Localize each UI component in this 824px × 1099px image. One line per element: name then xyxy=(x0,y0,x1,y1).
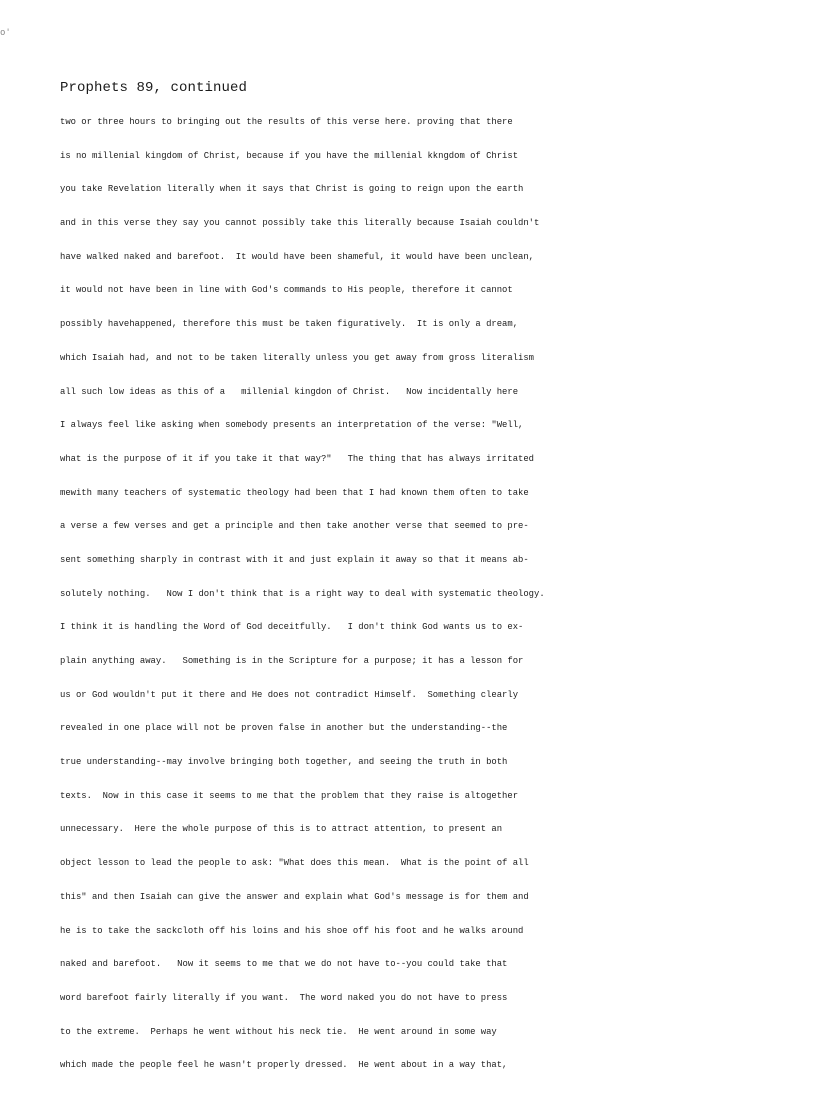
text-line: solutely nothing. Now I don't think that is a right way to deal with systematic theology. xyxy=(60,588,545,599)
text-line: plain anything away. Something is in the Scripture for a purpose; it has a lesson for xyxy=(60,656,524,666)
body-text xyxy=(60,112,824,1089)
text-line: mewith many teachers of systematic theology had been that I had known them often to take xyxy=(60,487,529,498)
text-line: to the extreme. Perhaps he went without his neck tie. He went around in some way xyxy=(60,1026,497,1037)
text-line: naked and barefoot. Now it seems to me that we do not have to--you could take that xyxy=(60,959,508,970)
page-header: Prophets 89, continued xyxy=(60,80,248,96)
text-line: and in this verse they say you cannot possibly take this literally because Isaiah couldn't xyxy=(60,218,540,229)
text-line: revealed in one place will not be proven false in another but the understanding--the xyxy=(60,723,508,734)
text-line: two or three hours to bringing out the results of this verse here. proving that there xyxy=(60,117,513,127)
text-line: us or God wouldn't put it there and He does not contradict Himself. Something clearly xyxy=(60,689,519,700)
text-line: texts. Now in this case it seems to me that the problem that they raise is altogether xyxy=(60,790,519,801)
text-line: unnecessary. Here the whole purpose of this is to attract attention, to present an xyxy=(60,824,503,835)
text-line: word barefoot fairly literally if you want. The word naked you do not have to press xyxy=(60,992,508,1003)
text-line: I always feel like asking when somebody presents an interpretation of the verse: "Well, xyxy=(60,420,524,431)
text-line: true understanding--may involve bringing both together, and seeing the truth in both xyxy=(60,757,508,768)
text-line: which made the people feel he wasn't properly dressed. He went about in a way that, xyxy=(60,1060,508,1071)
text-line: this" and then Isaiah can give the answer and explain what God's message is for them and xyxy=(60,891,529,902)
text-line: a verse a few verses and get a principle and then take another verse that seemed to pre- xyxy=(60,521,529,532)
text-line: you take Revelation literally when it says that Christ is going to reign upon the earth xyxy=(60,184,524,195)
text-line: sent something sharply in contrast with it and just explain it away so that it means ab- xyxy=(60,554,529,565)
text-line: I think it is handling the Word of God deceitfully. I don't think God wants us to ex- xyxy=(60,622,524,633)
text-line: object lesson to lead the people to ask: "What does this mean. What is the point of all xyxy=(60,858,529,869)
text-line: he is to take the sackcloth off his loins and his shoe off his foot and he walks around xyxy=(60,925,524,936)
text-line: is no millenial kingdom of Christ, because if you have the millenial kkngdom of Christ xyxy=(60,150,519,161)
text-line: have walked naked and barefoot. It would have been shameful, it would have been unclean, xyxy=(60,251,535,262)
text-line: what is the purpose of it if you take it that way?" The thing that has always irritated xyxy=(60,453,535,464)
text-line: which Isaiah had, and not to be taken literally unless you get away from gross literalism xyxy=(60,352,535,363)
text-line: all such low ideas as this of a millenial kingdon of Christ. Now incidentally here xyxy=(60,386,519,397)
corner-mark: o' xyxy=(0,28,11,38)
text-line: possibly havehappened, therefore this must be taken figuratively. It is only a dream, xyxy=(60,319,519,330)
text-line: it would not have been in line with God's commands to His people, therefore it cannot xyxy=(60,285,513,296)
